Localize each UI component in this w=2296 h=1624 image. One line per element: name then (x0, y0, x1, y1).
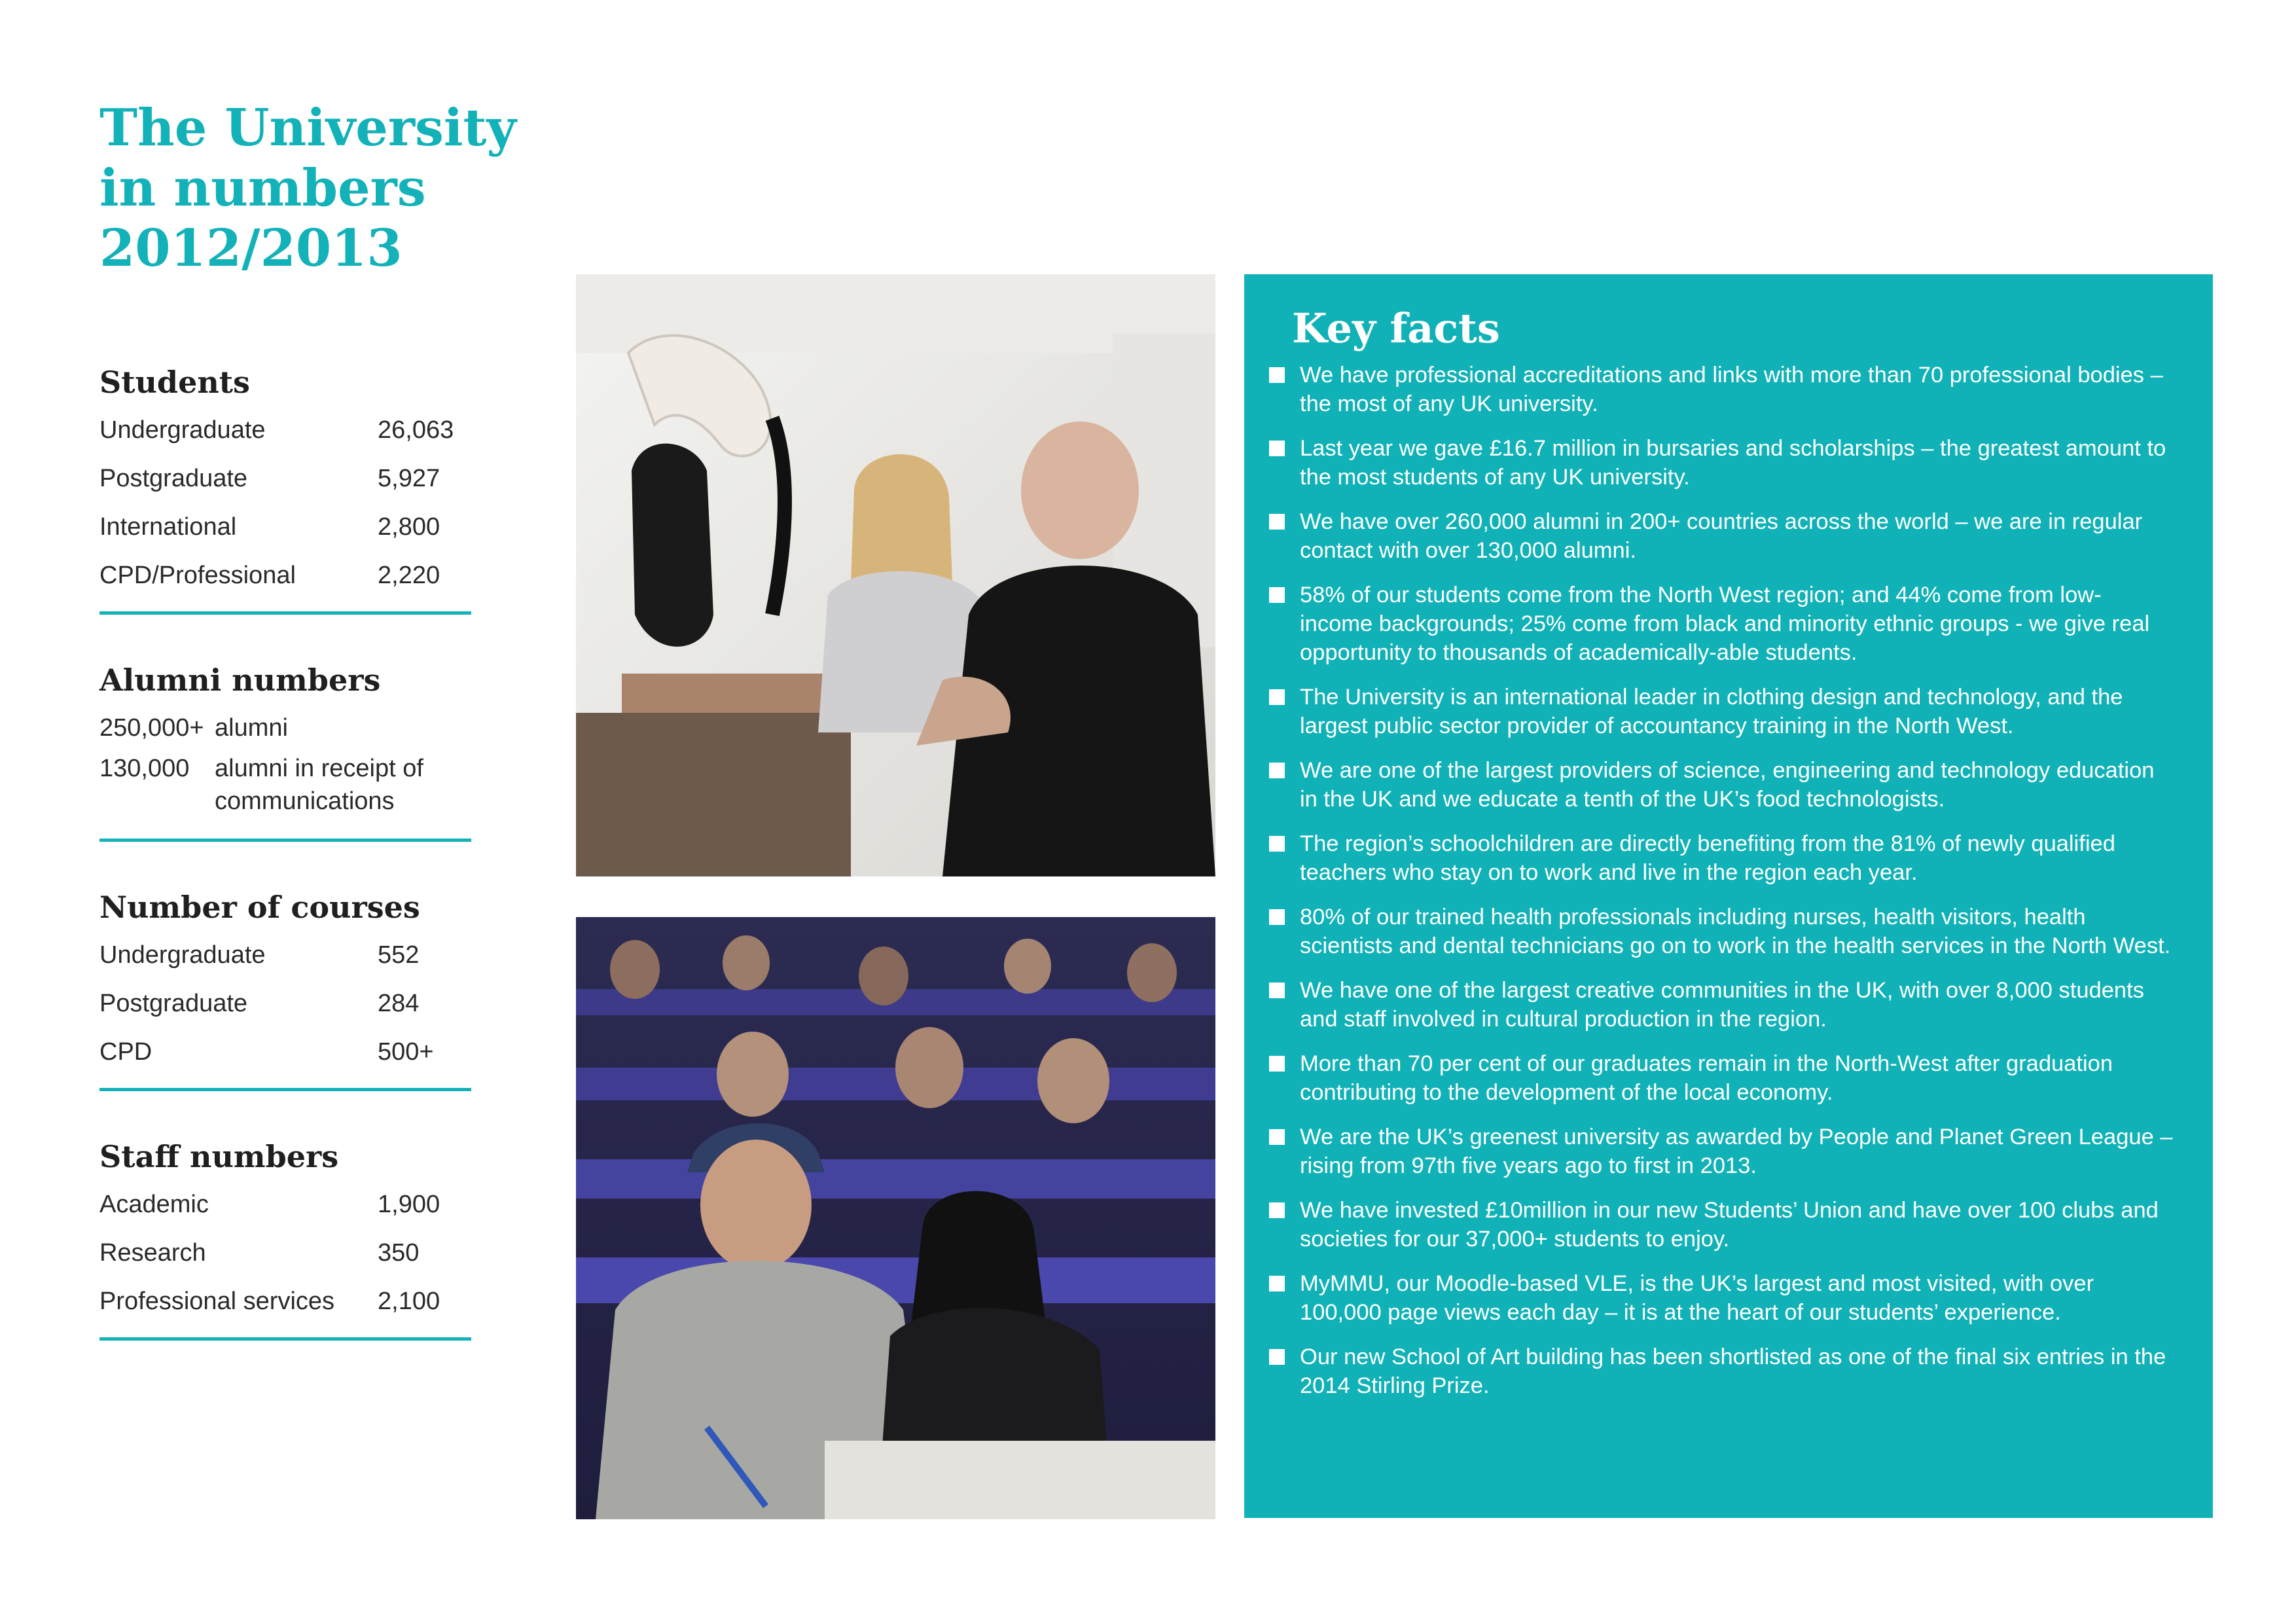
stat-value: 2,800 (378, 513, 440, 541)
alumni-label: alumni in receipt of communications (215, 755, 423, 815)
square-bullet-icon (1269, 587, 1285, 603)
courses-section (99, 884, 471, 1091)
square-bullet-icon (1269, 689, 1285, 705)
stat-row (99, 454, 471, 503)
title-line-2: in numbers (99, 158, 426, 218)
stat-label: Academic (99, 1191, 209, 1218)
key-fact-text: The region’s schoolchildren are directly benefiting from the 81% of newly qualified teachers who stay on to work and live in the region each year. (1300, 831, 2115, 885)
square-bullet-icon (1269, 763, 1285, 778)
stat-row (99, 979, 471, 1028)
key-facts-list (1269, 361, 2174, 1400)
key-fact-item (1269, 507, 2174, 565)
key-fact-text: The University is an international leader in clothing design and technology, and the largest public sector provider of accountancy training in the North West. (1300, 685, 2123, 738)
key-facts-heading: Key facts (1292, 304, 1500, 352)
stat-row (99, 1229, 471, 1277)
square-bullet-icon (1269, 836, 1285, 852)
stat-row (99, 503, 471, 551)
staff-heading: Staff numbers (99, 1139, 339, 1174)
alumni-section (99, 657, 471, 842)
key-fact-item (1269, 903, 2174, 960)
square-bullet-icon (1269, 514, 1285, 530)
square-bullet-icon (1269, 1276, 1285, 1291)
stat-value: 350 (378, 1239, 420, 1267)
key-fact-item (1269, 581, 2174, 667)
key-fact-text: 80% of our trained health professionals including nurses, health visitors, health scientists and dental technicians go on to work in the health services in the North West. (1300, 905, 2171, 958)
key-fact-item (1269, 361, 2174, 418)
stat-value: 5,927 (378, 465, 440, 492)
stat-row (99, 1180, 471, 1229)
lecture-photo (576, 917, 1215, 1519)
alumni-row (99, 752, 471, 818)
students-heading: Students (99, 365, 250, 400)
key-fact-item (1269, 683, 2174, 740)
stat-row (99, 406, 471, 454)
key-fact-item (1269, 1049, 2174, 1107)
key-fact-item (1269, 1343, 2174, 1400)
key-fact-text: We have over 260,000 alumni in 200+ countries across the world – we are in regular contact with over 130,000 alumni. (1300, 509, 2143, 563)
square-bullet-icon (1269, 1129, 1285, 1145)
key-fact-item (1269, 1196, 2174, 1254)
key-fact-text: We are one of the largest providers of science, engineering and technology education in the UK and we educate a tenth of the UK’s food technologists. (1300, 758, 2155, 812)
stat-label: Research (99, 1239, 206, 1267)
courses-heading: Number of courses (99, 890, 420, 925)
stats-column (99, 359, 471, 1341)
key-fact-text: Our new School of Art building has been shortlisted as one of the final six entries in the 2014 Stirling Prize. (1300, 1344, 2166, 1398)
alumni-heading: Alumni numbers (99, 662, 381, 698)
stat-row (99, 1028, 471, 1076)
key-fact-text: 58% of our students come from the North West region; and 44% come from low-income backgrounds; 25% come from black and minority ethnic groups - we give real opportunity to thousands of academically-able students. (1300, 583, 2150, 665)
stat-label: Undergraduate (99, 416, 266, 444)
stat-value: 552 (378, 941, 420, 969)
stat-row (99, 551, 471, 600)
stat-label: Undergraduate (99, 941, 266, 969)
square-bullet-icon (1269, 983, 1285, 998)
alumni-value: 130,000 (99, 755, 190, 782)
key-fact-item (1269, 976, 2174, 1034)
stat-value: 26,063 (378, 416, 454, 444)
key-fact-item (1269, 434, 2174, 492)
stat-value: 1,900 (378, 1191, 440, 1218)
stat-label: Professional services (99, 1288, 335, 1315)
title-line-1: The University (99, 98, 516, 158)
stat-label: Postgraduate (99, 465, 248, 492)
key-fact-item (1269, 1269, 2174, 1327)
title-line-3: 2012/2013 (99, 219, 403, 278)
square-bullet-icon (1269, 1349, 1285, 1365)
stat-row (99, 1277, 471, 1326)
stat-row (99, 931, 471, 979)
key-fact-item (1269, 1123, 2174, 1180)
stat-value: 500+ (378, 1038, 434, 1066)
key-fact-text: We have one of the largest creative communities in the UK, with over 8,000 students and staff involved in cultural production in the region. (1300, 978, 2144, 1032)
staff-section (99, 1133, 471, 1341)
key-fact-item (1269, 829, 2174, 887)
studio-photo (576, 274, 1215, 876)
key-facts-panel (1244, 274, 2213, 1518)
square-bullet-icon (1269, 1056, 1285, 1072)
stat-value: 284 (378, 990, 420, 1017)
square-bullet-icon (1269, 1202, 1285, 1218)
key-fact-text: We have invested £10million in our new Students’ Union and have over 100 clubs and societies for our 37,000+ students to enjoy. (1300, 1198, 2159, 1252)
stat-label: Postgraduate (99, 990, 248, 1017)
stat-value: 2,100 (378, 1288, 440, 1315)
square-bullet-icon (1269, 441, 1285, 456)
key-fact-text: We have professional accreditations and links with more than 70 professional bodies – the most of any UK university. (1300, 363, 2163, 416)
alumni-label: alumni (215, 714, 288, 742)
stat-label: CPD/Professional (99, 562, 296, 589)
stat-value: 2,220 (378, 562, 440, 589)
square-bullet-icon (1269, 367, 1285, 383)
stat-label: CPD (99, 1038, 152, 1066)
key-fact-text: Last year we gave £16.7 million in bursaries and scholarships – the greatest amount to the most students of any UK university. (1300, 436, 2166, 490)
alumni-row (99, 712, 471, 744)
key-fact-item (1269, 756, 2174, 814)
students-section (99, 359, 471, 615)
key-fact-text: We are the UK’s greenest university as awarded by People and Planet Green League – rising from 97th five years ago to first in 2013. (1300, 1125, 2173, 1178)
stat-label: International (99, 513, 237, 541)
square-bullet-icon (1269, 909, 1285, 925)
lecture-photo-image (576, 917, 1215, 1519)
key-fact-text: MyMMU, our Moodle-based VLE, is the UK’s largest and most visited, with over 100,000 page views each day – it is at the heart of our students’ experience. (1300, 1271, 2094, 1325)
page-title (99, 98, 516, 279)
key-fact-text: More than 70 per cent of our graduates remain in the North-West after graduation contributing to the development of the local economy. (1300, 1051, 2113, 1105)
studio-photo-image (576, 274, 1215, 876)
alumni-value: 250,000+ (99, 714, 204, 742)
